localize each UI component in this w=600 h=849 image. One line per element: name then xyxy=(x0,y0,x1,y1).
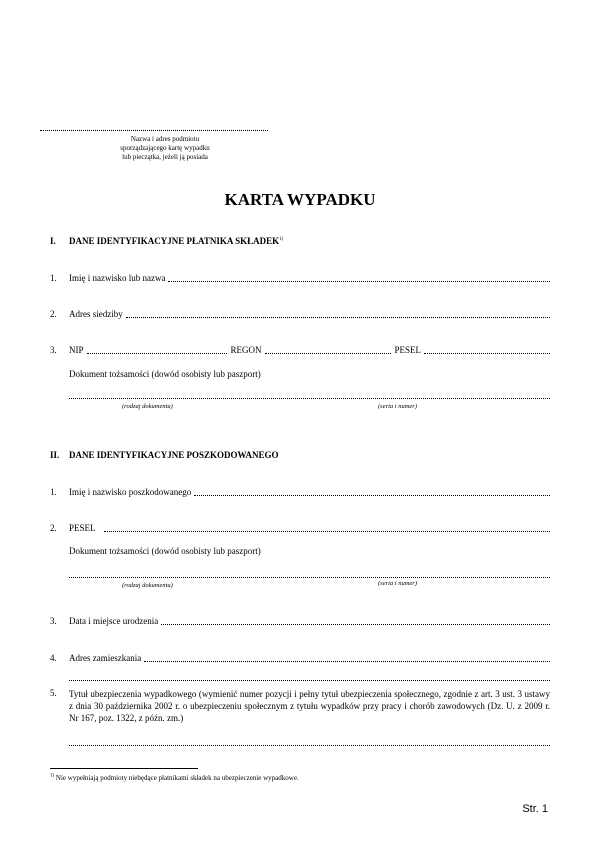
page-title: KARTA WYPADKU xyxy=(224,190,376,209)
footnote-separator xyxy=(50,768,198,769)
payer-id-doc-field[interactable] xyxy=(69,398,550,399)
payer-name-field[interactable] xyxy=(168,281,550,282)
item-number: 3. xyxy=(50,345,57,355)
page-number: Str. 1 xyxy=(522,803,548,815)
payer-id-doc-label: Dokument tożsamości (dowód osobisty lub paszport) xyxy=(69,369,261,379)
payer-address-row xyxy=(50,309,550,320)
footnote-ref: 1) xyxy=(279,237,284,242)
insurance-title-field[interactable] xyxy=(69,745,550,746)
section-2-title: DANE IDENTYFIKACYJNE POSZKODOWANEGO xyxy=(69,450,279,460)
footnote xyxy=(50,774,299,783)
insurance-title-text: Tytuł ubezpieczenia wypadkowego (wymienić numer pozycji i pełny tytuł ubezpieczenia społecznego, zgodnie z art. 3 ust. 3 ustawy z dnia 30 października 2002 r. o ubezpieczeniu społecznym z tytułu wypadków przy pracy i chorób zawodowych (Dz. U. z 2009 r. Nr 167, poz. 1322, z późn. zm.) xyxy=(69,689,550,723)
item-number: 1. xyxy=(50,273,57,283)
section-1-heading xyxy=(50,236,283,247)
issuer-caption xyxy=(100,135,230,162)
section-2-heading xyxy=(50,450,279,461)
payer-ids-row xyxy=(50,345,550,356)
section-1-number: I. xyxy=(50,236,56,246)
footnote-marker: 1) xyxy=(50,773,55,779)
nip-label: NIP xyxy=(69,345,84,355)
victim-pesel-label: PESEL xyxy=(69,523,96,533)
item-number: 4. xyxy=(50,653,57,663)
section-1-title: DANE IDENTYFIKACYJNE PŁATNIKA SKŁADEK xyxy=(69,236,280,246)
residence-field[interactable] xyxy=(144,661,550,662)
footnote-text: Nie wypełniają podmioty niebędące płatnikami składek na ubezpieczenie wypadkowe. xyxy=(55,774,299,782)
issuer-signature-line xyxy=(40,130,268,131)
item-number: 1. xyxy=(50,487,57,497)
victim-id-doc-label: Dokument tożsamości (dowód osobisty lub paszport) xyxy=(69,546,261,556)
residence-row xyxy=(50,653,550,664)
residence-label: Adres zamieszkania xyxy=(69,653,142,663)
victim-pesel-row xyxy=(50,523,550,534)
issuer-caption-line-1: Nazwa i adres podmiotu xyxy=(130,135,200,143)
birth-label: Data i miejsce urodzenia xyxy=(69,616,159,626)
pesel-field[interactable] xyxy=(424,353,550,354)
payer-address-field[interactable] xyxy=(126,317,550,318)
victim-doc-type-caption: (rodzaj dokumentu) xyxy=(122,582,173,589)
issuer-caption-line-3: lub pieczątka, jeżeli ją posiada xyxy=(122,153,208,161)
payer-name-row xyxy=(50,273,550,284)
payer-doc-series-caption: (seria i numer) xyxy=(378,403,417,410)
item-number: 2. xyxy=(50,309,57,319)
payer-doc-type-caption: (rodzaj dokumentu) xyxy=(122,403,173,410)
nip-field[interactable] xyxy=(87,353,227,354)
item-number: 3. xyxy=(50,616,57,626)
victim-name-label: Imię i nazwisko poszkodowanego xyxy=(69,487,192,497)
victim-id-doc-field[interactable] xyxy=(69,577,550,578)
pesel-label: PESEL xyxy=(394,345,422,355)
payer-name-label: Imię i nazwisko lub nazwa xyxy=(69,273,166,283)
insurance-title-item xyxy=(50,688,550,724)
birth-field[interactable] xyxy=(161,624,550,625)
regon-field[interactable] xyxy=(265,353,391,354)
victim-name-row xyxy=(50,487,550,498)
issuer-caption-line-2: sporządzającego kartę wypadku xyxy=(120,144,210,152)
section-2-number: II. xyxy=(50,450,60,460)
regon-label: REGON xyxy=(230,345,262,355)
payer-address-label: Adres siedziby xyxy=(69,309,123,319)
victim-pesel-field[interactable] xyxy=(104,531,550,532)
item-number: 5. xyxy=(50,688,57,698)
birth-row xyxy=(50,616,550,627)
victim-doc-series-caption: (seria i numer) xyxy=(378,580,417,587)
residence-field-continued[interactable] xyxy=(69,680,550,681)
item-number: 2. xyxy=(50,523,57,533)
victim-name-field[interactable] xyxy=(194,495,550,496)
